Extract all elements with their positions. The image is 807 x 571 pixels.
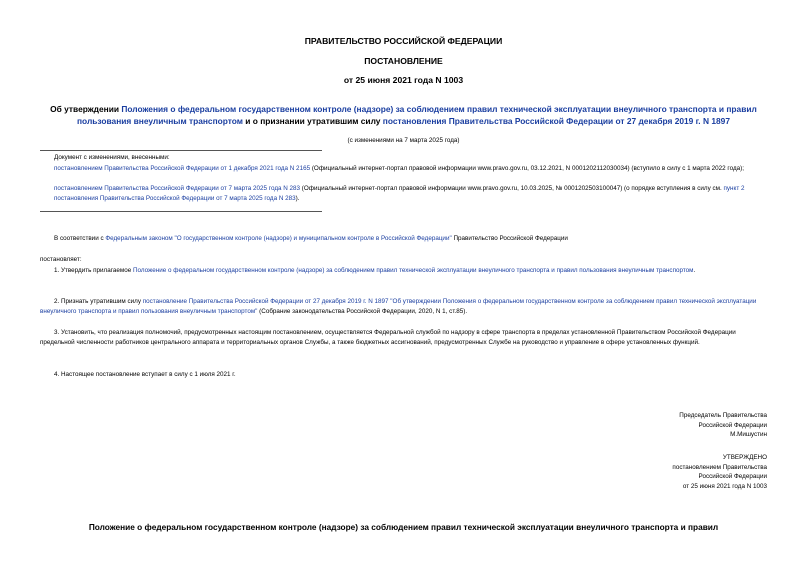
title-link-resolution-1897[interactable]: постановления Правительства Российской Федерации от 27 декабря 2019 г. N 1897 [382,115,730,126]
item-1-end: . [693,267,696,274]
divider-top [40,150,322,151]
document-title [40,104,767,127]
approval-line-3: Российской Федерации [698,473,767,481]
signature-country: Российской Федерации [698,421,767,429]
title-link-regulation[interactable]: Положения о федеральном государственном контроле (надзоре) за соблюдением правил технической эксплуатации внеуличного транспорта и правил пользования внеуличным транспортом [77,104,757,126]
item-1 [40,266,767,276]
change-link-2165[interactable]: постановлением Правительства Российской Федерации от 1 декабря 2021 года N 2165 [54,165,311,172]
approval-block [467,453,767,491]
signature-name: М.Мишустин [730,431,767,439]
item-1-regulation-link[interactable]: Положение о федеральном государственном контроле (надзоре) за соблюдением правил технической эксплуатации внеуличного транспорта и правил пользования внеуличным транспортом [132,267,694,274]
item-2-end: (Собрание законодательства Российской Федерации, 2020, N 1, ст.85). [257,307,468,315]
amendments-note: (с изменениями на 7 марта 2025 года) [347,137,460,144]
item-1-prefix: 1. Утвердить прилагаемое [54,267,133,274]
item-3: 3. Установить, что реализация полномочий, предусмотренных настоящим постановлением, осуществляется Федеральной службой по надзору в сфере транспорта в пределах установленной Правительством Российской Федерации предельной численности работников центрального аппарата и территориальных органов Службы, а также бюджетных ассигнований, предусмотренных Службе на руководство и управление в сфере установленных функций. [40,329,736,346]
item-2 [40,297,767,316]
preamble [54,234,767,244]
divider-bottom [40,211,322,212]
document-type: ПОСТАНОВЛЕНИЕ [364,56,443,66]
change-link-283-clause2[interactable]: пункт 2 постановления Правительства Российской Федерации от 7 марта 2025 года N 283 [54,185,745,202]
preamble-text-1: В соответствии с [54,235,106,242]
signature-block [467,411,767,440]
preamble-law-link[interactable]: Федеральным законом "О государственном контроле (надзоре) и муниципальном контроле в Российской Федерации" [105,235,452,242]
changes-intro: Документ с изменениями, внесенными: [54,154,170,161]
signature-position: Председатель Правительства [679,412,767,419]
change-link-283[interactable]: постановлением Правительства Российской Федерации от 7 марта 2025 года N 283 [54,185,301,192]
item-2-prefix: 2. Признать утратившим силу [54,298,143,305]
change-item-1-text: (Официальный интернет-портал правовой информации www.pravo.gov.ru, 03.12.2021, N 0001202112030034) (вступило в силу с 1 марта 2022 года); [310,165,744,172]
title-text-2: и о признании утратившим силу [242,115,383,126]
change-item-2 [54,184,767,203]
preamble-text-2: Правительство Российской Федерации [451,235,568,242]
title-text-1: Об утверждении [50,104,122,114]
regulation-title: Положение о федеральном государственном контроле (надзоре) за соблюдением правил технической эксплуатации внеуличного транспорта и правил [88,522,719,532]
change-item-2-end: ). [295,194,300,202]
approval-heading: УТВЕРЖДЕНО [722,454,767,461]
approval-date: от 25 июня 2021 года N 1003 [682,482,767,490]
item-2-resolution-link[interactable]: постановление Правительства Российской Федерации от 27 декабря 2019 г. N 1897 "Об утверждении Положения о федеральном государственном контроле за соблюдением правил технической эксплуатации внеуличного транспорта и правил пользования внеуличным транспортом" [40,298,757,315]
government-name: ПРАВИТЕЛЬСТВО РОССИЙСКОЙ ФЕДЕРАЦИИ [304,36,503,46]
decrees-word: постановляет: [40,256,82,263]
approval-line-2: постановлением Правительства [672,463,767,471]
document-date-number: от 25 июня 2021 года N 1003 [343,75,464,85]
item-4: 4. Настоящее постановление вступает в силу с 1 июля 2021 г. [54,371,236,378]
change-item-2-text: (Официальный интернет-портал правовой информации www.pravo.gov.ru, 10.03.2025, № 0001202503100047) (о порядке вступления в силу см. [300,185,724,192]
change-item-1 [54,164,767,174]
